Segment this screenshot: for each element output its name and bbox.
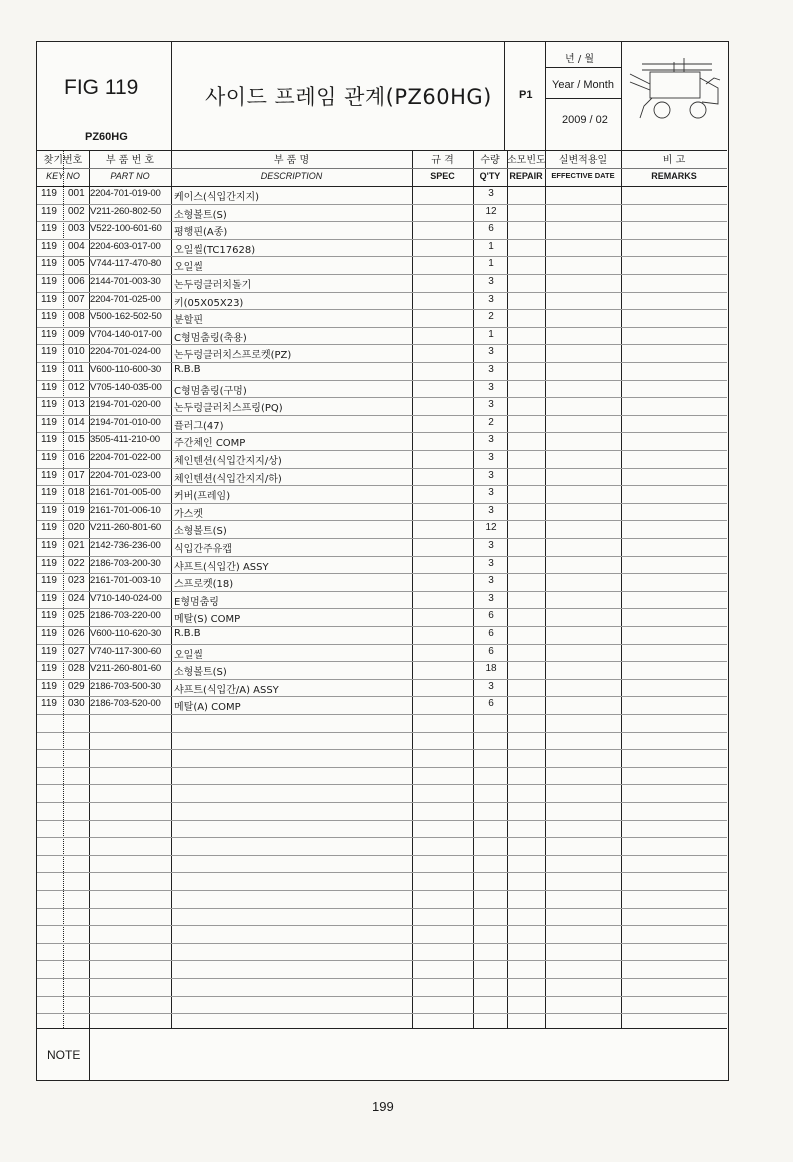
- qty-cell: 3: [488, 469, 494, 481]
- description-cell: 커버(프레임): [174, 491, 231, 503]
- empty-row: [37, 767, 727, 786]
- repair-header: REPAIR: [509, 171, 543, 181]
- part-no-cell: 2161-701-006-10: [90, 504, 161, 516]
- part-no-cell: 2204-603-017-00: [90, 240, 161, 252]
- key-no-cell: 027: [68, 645, 85, 657]
- empty-row: [37, 820, 727, 839]
- part-no-cell: V211-260-802-50: [90, 205, 161, 217]
- qty-header: Q'TY: [479, 171, 501, 181]
- qty-cell: 3: [488, 592, 494, 604]
- table-row: [37, 415, 727, 434]
- description-cell: 주간체인 COMP: [174, 438, 246, 450]
- empty-row: [37, 749, 727, 768]
- key-no-cell: 001: [68, 188, 85, 199]
- qty-cell: 3: [488, 434, 494, 446]
- description-cell: 체인텐션(식입간지지/하): [174, 473, 282, 485]
- figure-cell: 119: [41, 645, 57, 657]
- qty-cell: 3: [488, 575, 494, 587]
- key-no-cell: 018: [68, 487, 85, 499]
- key-no-cell: 010: [68, 346, 85, 358]
- table-row: [37, 661, 727, 680]
- description-header: DESCRIPTION: [260, 171, 323, 181]
- qty-cell: 3: [488, 504, 494, 516]
- qty-cell: 1: [488, 328, 494, 340]
- part-no-header: PART NO: [110, 171, 150, 181]
- empty-row: [37, 837, 727, 856]
- key-no-cell: 004: [68, 240, 85, 252]
- qty-cell: 3: [488, 381, 494, 393]
- remarks-header: REMARKS: [651, 171, 697, 181]
- empty-row: [37, 714, 727, 733]
- empty-row: [37, 996, 727, 1015]
- part-no-cell: V522-100-601-60: [90, 223, 162, 235]
- table-row: [37, 309, 727, 328]
- description-cell: 소형볼트(S): [174, 209, 227, 221]
- description-cell: 소형볼트(S): [174, 667, 227, 679]
- table-row: [37, 274, 727, 293]
- qty-cell: 3: [488, 293, 494, 305]
- key-no-cell: 013: [68, 399, 85, 411]
- qty-cell: 12: [485, 522, 497, 534]
- empty-row: [37, 890, 727, 909]
- table-row: [37, 626, 727, 645]
- figure-cell: 119: [41, 240, 57, 252]
- empty-row: [37, 732, 727, 751]
- key-no-cell: 007: [68, 293, 85, 305]
- figure-cell: 119: [41, 381, 57, 393]
- qty-cell: 6: [488, 698, 494, 710]
- part-no-cell: 2144-701-003-30: [90, 276, 161, 287]
- table-row: [37, 644, 727, 663]
- part-no-cell: 2204-701-025-00: [90, 293, 161, 305]
- model-name: PZ60HG: [85, 131, 128, 143]
- qty-cell: 3: [488, 452, 494, 463]
- spec-header-kr: 규 격: [431, 155, 454, 166]
- key-no-cell: 030: [68, 698, 85, 710]
- key-no-cell: 015: [68, 434, 85, 446]
- table-row: [37, 221, 727, 240]
- figure-cell: 119: [41, 416, 57, 428]
- figure-cell: 119: [41, 469, 57, 481]
- figure-cell: 119: [41, 311, 57, 323]
- description-cell: 스프로켓(18): [174, 579, 234, 591]
- part-no-cell: V705-140-035-00: [90, 381, 162, 393]
- figure-cell: 119: [41, 293, 57, 305]
- part-no-cell: 2194-701-020-00: [90, 399, 161, 411]
- figure-cell: 119: [41, 504, 57, 516]
- part-no-header-kr: 부 품 번 호: [105, 155, 155, 166]
- key-no-cell: 028: [68, 663, 85, 675]
- qty-cell: 3: [488, 487, 494, 499]
- year-month-label-en: Year / Month: [552, 79, 614, 91]
- description-cell: C형멈춤링(구멍): [174, 385, 247, 397]
- sheet-header: [37, 42, 727, 151]
- spec-header: SPEC: [430, 171, 455, 181]
- table-row: [37, 679, 727, 698]
- empty-row: [37, 908, 727, 927]
- empty-row: [37, 802, 727, 821]
- description-cell: 샤프트(식입간/A) ASSY: [174, 684, 279, 696]
- key-no-cell: 012: [68, 381, 85, 393]
- key-no-cell: 014: [68, 416, 85, 428]
- figure-cell: 119: [41, 522, 57, 534]
- description-cell: 식입간주유캡: [174, 544, 232, 555]
- description-cell: C형멈춤링(축용): [174, 332, 247, 344]
- rice-transplanter-illustration-icon: [622, 44, 727, 147]
- description-cell: 가스켓: [174, 508, 203, 520]
- key-no-cell: 029: [68, 680, 85, 692]
- part-no-cell: V744-117-470-80: [90, 258, 161, 270]
- description-cell: 오일씰(TC17628): [174, 244, 256, 256]
- repair-header-kr: 소모빈도: [507, 155, 546, 166]
- qty-cell: 1: [488, 240, 494, 252]
- figure-cell: 119: [41, 663, 57, 675]
- description-cell: 샤프트(식입간) ASSY: [174, 561, 269, 573]
- table-row: [37, 380, 727, 399]
- description-cell: 오일씰: [174, 262, 203, 274]
- note-label: NOTE: [47, 1048, 81, 1062]
- key-no-cell: 011: [68, 364, 84, 375]
- table-row: [37, 362, 727, 381]
- description-cell: 분할핀: [174, 315, 203, 327]
- part-no-cell: V600-110-600-30: [90, 364, 161, 375]
- figure-cell: 119: [41, 487, 57, 499]
- description-cell: 논두렁클러치스프링(PQ): [174, 403, 283, 415]
- part-no-cell: 2186-703-200-30: [90, 557, 161, 569]
- description-cell: 키(05X05X23): [174, 297, 244, 309]
- figure-cell: 119: [41, 328, 57, 340]
- year-month-value: 2009 / 02: [562, 114, 608, 126]
- figure-cell: 119: [41, 399, 57, 411]
- empty-row: [37, 978, 727, 997]
- part-no-cell: 2142-736-236-00: [90, 540, 161, 551]
- part-no-cell: 2186-703-500-30: [90, 680, 161, 692]
- part-no-cell: 2186-703-520-00: [90, 698, 161, 710]
- figure-cell: 119: [41, 276, 57, 287]
- qty-cell: 6: [488, 223, 494, 235]
- key-no-cell: 025: [68, 610, 85, 622]
- qty-cell: 3: [488, 557, 494, 569]
- figure-cell: 119: [41, 258, 57, 270]
- part-no-cell: V740-117-300-60: [90, 645, 161, 657]
- description-cell: 메탈(S) COMP: [174, 614, 241, 626]
- table-row: [37, 186, 727, 205]
- year-month-label-kr: 년 / 월: [565, 54, 595, 65]
- key-no-cell: 023: [68, 575, 85, 587]
- part-no-cell: 2194-701-010-00: [90, 416, 161, 428]
- qty-cell: 2: [488, 416, 494, 428]
- figure-cell: 119: [41, 698, 57, 710]
- qty-cell: 3: [488, 540, 494, 551]
- figure-number: FIG 119: [64, 76, 139, 99]
- key-no-header: KEY NO: [46, 171, 80, 181]
- qty-cell: 6: [488, 610, 494, 622]
- part-no-cell: V211-260-801-60: [90, 663, 161, 675]
- part-no-cell: 3505-411-210-00: [90, 434, 160, 446]
- page-number: 199: [372, 1099, 394, 1114]
- key-no-cell: 008: [68, 311, 85, 323]
- effective-date-header-kr: 실변적용일: [558, 155, 608, 166]
- note-section: [37, 1028, 727, 1081]
- description-cell: 소형볼트(S): [174, 526, 227, 538]
- figure-cell: 119: [41, 452, 57, 463]
- figure-cell: 119: [41, 610, 57, 622]
- table-row: [37, 520, 727, 539]
- qty-cell: 3: [488, 276, 494, 287]
- page-code: P1: [519, 89, 533, 101]
- empty-row: [37, 784, 727, 803]
- part-no-cell: 2204-701-023-00: [90, 469, 161, 481]
- column-headers: [37, 150, 727, 187]
- key-no-cell: 006: [68, 276, 85, 287]
- description-cell: 논두렁클러치돌기: [174, 280, 252, 291]
- page-title: 사이드 프레임 관계(PZ60HG): [205, 85, 492, 109]
- parts-list-sheet: [36, 41, 729, 1081]
- description-cell: R.B.B: [174, 628, 201, 639]
- figure-cell: 119: [41, 364, 57, 375]
- key-no-cell: 009: [68, 328, 85, 340]
- remarks-header-kr: 비 고: [662, 155, 686, 166]
- qty-cell: 2: [488, 311, 494, 323]
- empty-row: [37, 960, 727, 979]
- part-no-cell: 2204-701-022-00: [90, 452, 161, 463]
- qty-cell: 3: [488, 188, 494, 199]
- description-cell: 플러그(47): [174, 420, 224, 432]
- table-row: [37, 239, 727, 258]
- part-no-cell: 2161-701-003-10: [90, 575, 161, 587]
- empty-row: [37, 855, 727, 874]
- table-row: [37, 327, 727, 346]
- table-row: [37, 538, 727, 557]
- table-row: [37, 256, 727, 275]
- description-header-kr: 부 품 명: [273, 155, 310, 166]
- part-no-cell: V704-140-017-00: [90, 328, 162, 340]
- key-no-cell: 022: [68, 557, 85, 569]
- qty-cell: 18: [485, 663, 497, 675]
- table-row: [37, 591, 727, 610]
- figure-cell: 119: [41, 628, 57, 639]
- description-cell: 논두렁클러치스프로켓(PZ): [174, 350, 292, 362]
- part-no-cell: 2186-703-220-00: [90, 610, 161, 622]
- key-no-cell: 002: [68, 205, 85, 217]
- table-row: [37, 432, 727, 451]
- table-row: [37, 397, 727, 416]
- part-no-cell: 2204-701-019-00: [90, 188, 161, 199]
- figure-cell: 119: [41, 592, 57, 604]
- figure-cell: 119: [41, 540, 57, 551]
- figure-cell: 119: [41, 346, 57, 358]
- key-no-cell: 020: [68, 522, 85, 534]
- description-cell: 체인텐션(식입간지지/상): [174, 456, 282, 467]
- key-no-cell: 021: [68, 540, 85, 551]
- part-no-cell: V710-140-024-00: [90, 592, 162, 604]
- key-no-cell: 003: [68, 223, 85, 235]
- table-row: [37, 204, 727, 223]
- figure-cell: 119: [41, 188, 57, 199]
- table-row: [37, 608, 727, 627]
- key-no-cell: 024: [68, 592, 85, 604]
- figure-cell: 119: [41, 434, 57, 446]
- table-row: [37, 573, 727, 592]
- description-cell: 메탈(A) COMP: [174, 702, 241, 714]
- empty-row: [37, 925, 727, 944]
- table-row: [37, 696, 727, 715]
- key-no-cell: 026: [68, 628, 85, 639]
- qty-cell: 3: [488, 399, 494, 411]
- figure-cell: 119: [41, 205, 57, 217]
- description-cell: 오일씰: [174, 649, 203, 661]
- key-no-header-kr: 찾기번호: [43, 155, 83, 166]
- part-no-cell: 2161-701-005-00: [90, 487, 161, 499]
- qty-cell: 6: [488, 628, 494, 639]
- description-cell: R.B.B: [174, 364, 201, 375]
- table-row: [37, 450, 727, 469]
- qty-cell: 1: [488, 258, 494, 270]
- qty-cell: 6: [488, 645, 494, 657]
- effective-date-header: EFFECTIVE DATE: [551, 171, 615, 180]
- qty-header-kr: 수량: [480, 155, 500, 166]
- qty-cell: 3: [488, 364, 494, 375]
- table-row: [37, 485, 727, 504]
- table-row: [37, 292, 727, 311]
- key-no-cell: 005: [68, 258, 85, 270]
- table-row: [37, 344, 727, 363]
- empty-row: [37, 943, 727, 962]
- figure-cell: 119: [41, 557, 57, 569]
- description-cell: E형멈춤링: [174, 596, 219, 608]
- key-no-cell: 019: [68, 504, 85, 516]
- table-row: [37, 503, 727, 522]
- figure-cell: 119: [41, 575, 57, 587]
- key-no-cell: 017: [68, 469, 85, 481]
- figure-cell: 119: [41, 680, 57, 692]
- key-no-cell: 016: [68, 452, 85, 463]
- table-row: [37, 556, 727, 575]
- figure-cell: 119: [41, 223, 57, 235]
- part-no-cell: V211-260-801-60: [90, 522, 161, 534]
- part-no-cell: V500-162-502-50: [90, 311, 162, 323]
- empty-row: [37, 872, 727, 891]
- part-no-cell: V600-110-620-30: [90, 628, 161, 639]
- table-row: [37, 468, 727, 487]
- description-cell: 평행핀(A종): [174, 227, 228, 239]
- description-cell: 케이스(식입간지지): [174, 192, 260, 203]
- qty-cell: 3: [488, 680, 494, 692]
- qty-cell: 3: [488, 346, 494, 358]
- part-no-cell: 2204-701-024-00: [90, 346, 161, 358]
- qty-cell: 12: [485, 205, 497, 217]
